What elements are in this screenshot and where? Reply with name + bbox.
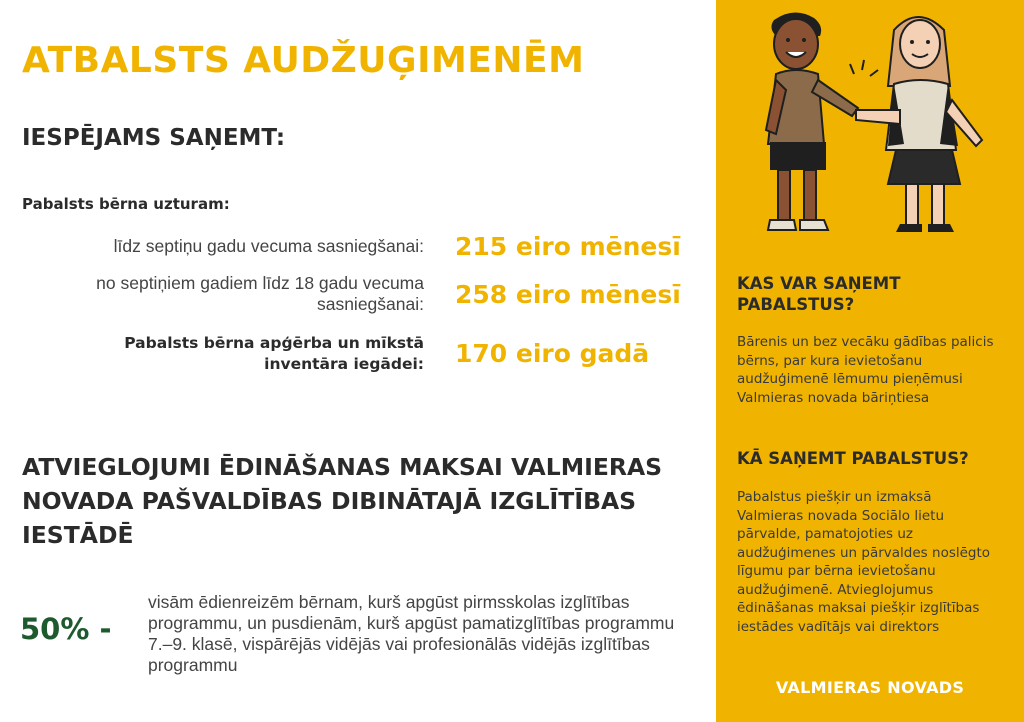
benefit-row-value: 258 eiro mēnesī	[455, 280, 681, 309]
benefit-row-label: no septiņiem gadiem līdz 18 gadu vecuma sasniegšanai:	[96, 273, 424, 314]
benefit-row-label: līdz septiņu gadu vecuma sasniegšanai:	[113, 236, 424, 256]
benefit-row-label: Pabalsts bērna apģērba un mīkstā inventāra iegādei:	[124, 334, 424, 373]
brand-footer: VALMIERAS NOVADS	[775, 678, 965, 697]
page-title: ATBALSTS AUDŽUĢIMENĒM	[22, 40, 585, 81]
who-can-receive-text: Bārenis un bez vecāku gādības palicis bērns, par kura ievietošanu audžuģimenē lēmumu pieņēmusi Valmieras novada bāriņtiesa	[737, 334, 994, 406]
benefit-row-value: 215 eiro mēnesī	[455, 232, 681, 261]
how-to-receive-title: KĀ SAŅEMT PABALSTUS?	[737, 449, 969, 468]
girl-figure	[856, 17, 982, 232]
how-to-receive-text: Pabalstus piešķir un izmaksā Valmieras novada Sociālo lietu pārvalde, pamatojoties uz audžuģimenes un pārvaldes noslēgto līgumu par bērna ievietošanu audžuģimenē. Atvieglojumus ēdināšanas maksai piešķir izglītības iestādes vadītājs vai direktors	[737, 489, 991, 635]
children-handshake-illustration	[716, 0, 1024, 262]
boy-figure	[766, 12, 858, 230]
benefit-heading: Pabalsts bērna uzturam:	[22, 195, 230, 213]
section-subtitle: IESPĒJAMS SAŅEMT:	[22, 125, 286, 151]
discount-description: visām ēdienreizēm bērnam, kurš apgūst pirmsskolas izglītības programmu, un pusdienām, kurš apgūst pamatizglītības programmu 7.–9. klasē, vispārējās vidējās vai profesionālās vidējās izglītības programmu	[148, 592, 675, 675]
benefit-row-value: 170 eiro gadā	[455, 339, 650, 368]
sparkle-lines	[850, 60, 878, 76]
info-sidebar	[716, 0, 1024, 722]
who-can-receive-title: KAS VAR SAŅEMT PABALSTUS?	[737, 274, 901, 314]
meal-discount-title: ATVIEGLOJUMI ĒDINĀŠANAS MAKSAI VALMIERAS NOVADA PAŠVALDĪBAS DIBINĀTAJĀ IZGLĪTĪBAS IESTĀDĒ	[22, 453, 663, 549]
discount-percent: 50% -	[20, 612, 112, 646]
